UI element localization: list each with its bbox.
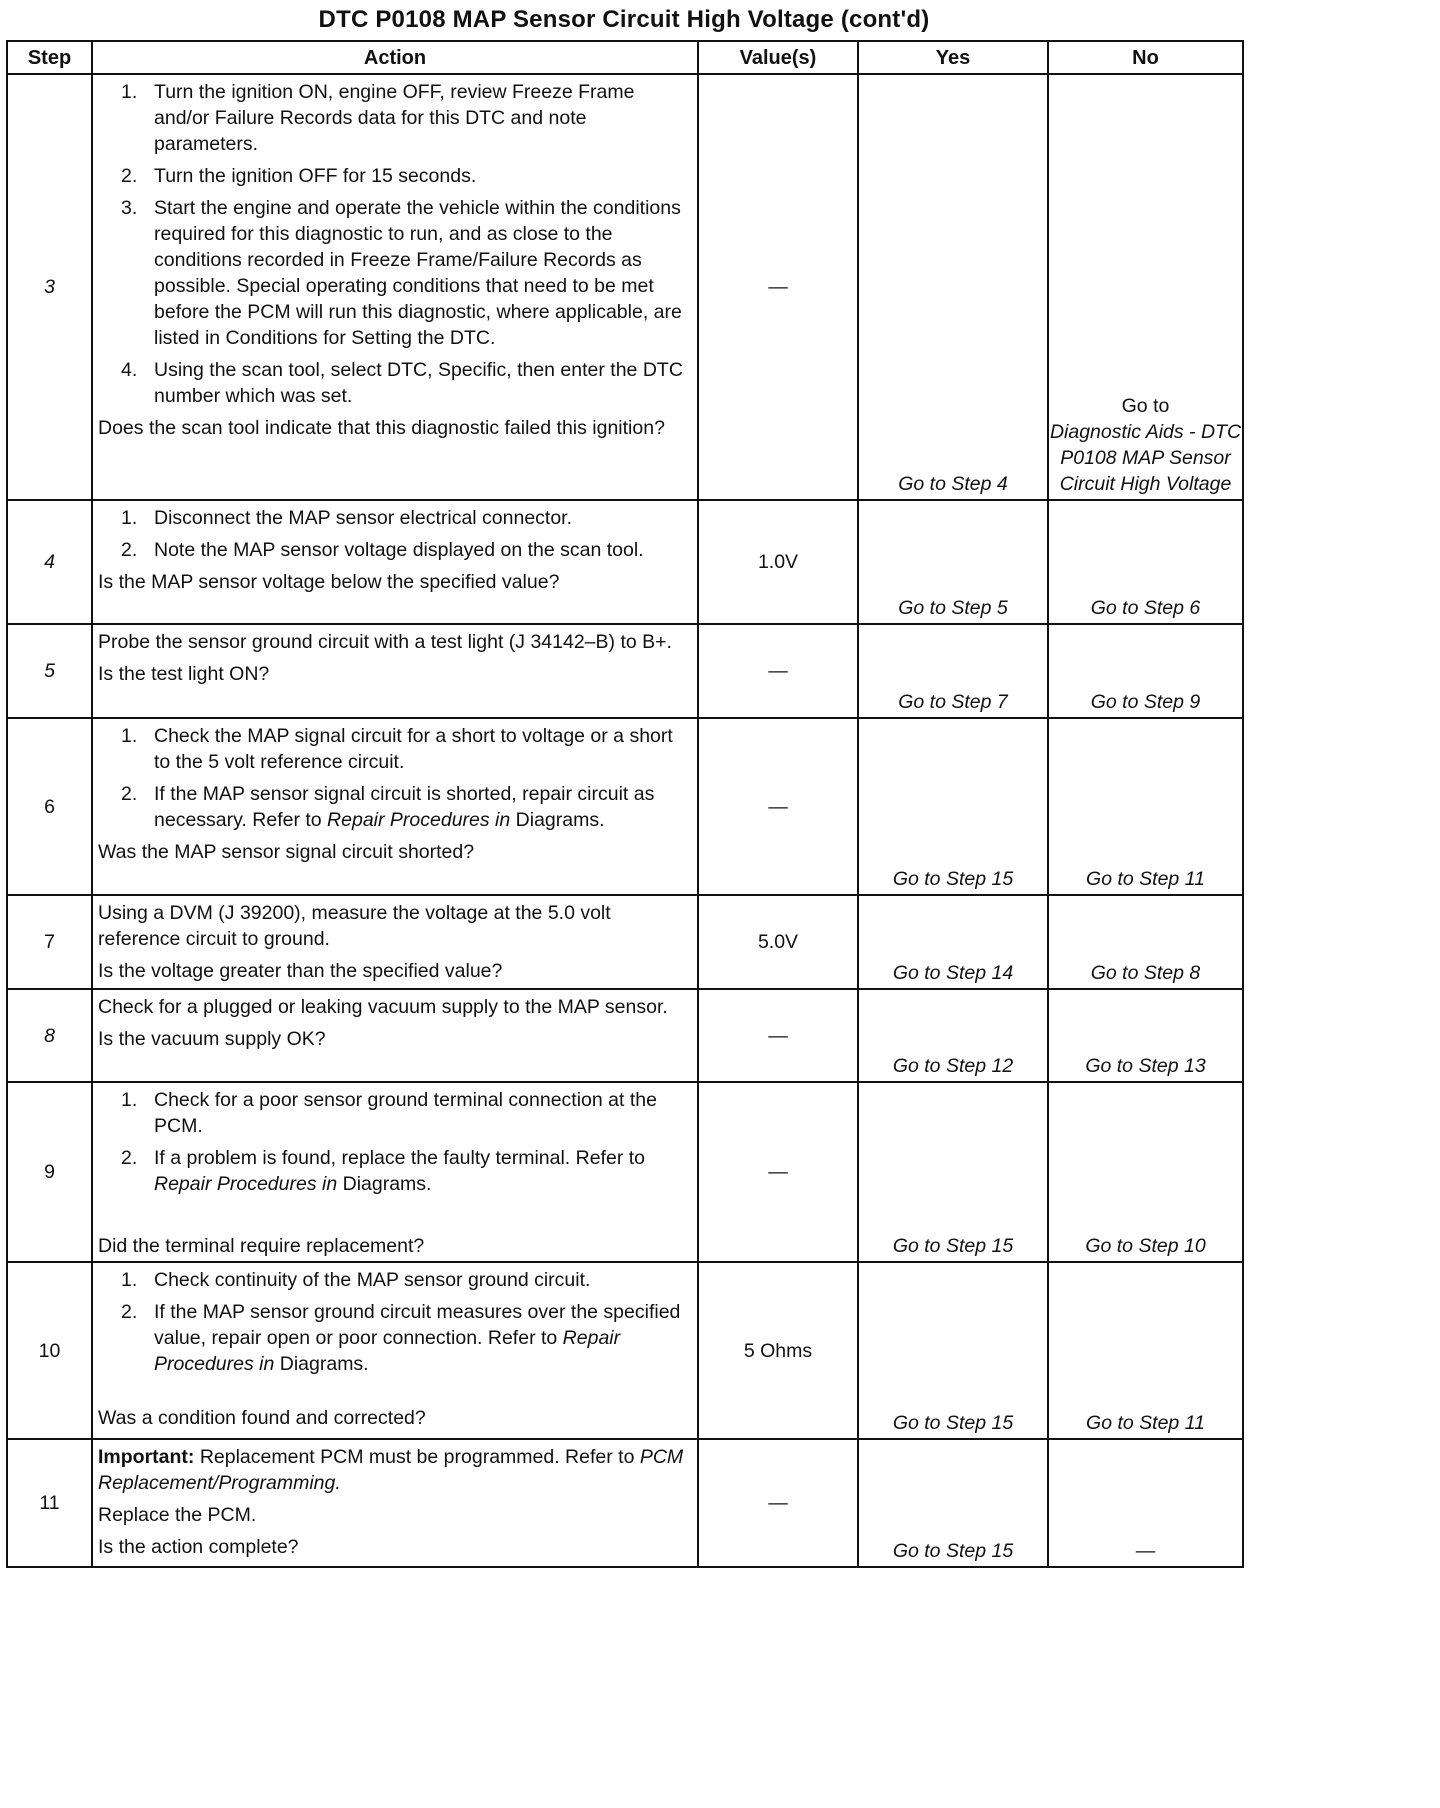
yes-cell: Go to Step 5 (858, 500, 1048, 624)
action-question: Was a condition found and corrected? (98, 1407, 426, 1429)
step-number: 11 (7, 1439, 92, 1567)
value-cell: — (698, 718, 858, 895)
step-number: 4 (7, 500, 92, 624)
step-row-10 (7, 1262, 1243, 1439)
link-pcm-programming: PCM Replacement/Programming. (98, 1446, 684, 1494)
yes-cell: Go to Step 7 (858, 624, 1048, 718)
step-row-5 (7, 624, 1243, 718)
action-cell (92, 1082, 698, 1262)
yes-cell: Go to Step 14 (858, 895, 1048, 989)
link-repair-procedures: Repair Procedures in (327, 809, 511, 831)
action-item: 2. Turn the ignition OFF for 15 seconds. (121, 165, 477, 187)
page-title: DTC P0108 MAP Sensor Circuit High Voltage (cont'd) (318, 6, 930, 33)
action-text: Using a DVM (J 39200), measure the voltage at the 5.0 volt reference circuit to ground. (98, 902, 611, 950)
no-cell: Go to Step 10 (1048, 1082, 1243, 1262)
action-cell (92, 718, 698, 895)
value-cell: — (698, 1439, 858, 1567)
action-cell (92, 500, 698, 624)
action-cell (92, 74, 698, 500)
no-cell (1048, 74, 1243, 500)
yes-cell: Go to Step 15 (858, 1082, 1048, 1262)
action-item: 1. Turn the ignition ON, engine OFF, review Freeze Frame and/or Failure Records data for this DTC and note parameters. (121, 81, 635, 155)
diagnostic-table (6, 40, 1244, 1568)
no-cell: — (1048, 1439, 1243, 1567)
header-values: Value(s) (698, 41, 858, 74)
value-cell: 5 Ohms (698, 1262, 858, 1439)
link-repair-procedures: Repair Procedures in (154, 1173, 338, 1195)
important-note: Important: Replacement PCM must be programmed. Refer to PCM Replacement/Programming. (98, 1446, 684, 1494)
step-number: 5 (7, 624, 92, 718)
action-cell (92, 989, 698, 1082)
value-cell: — (698, 624, 858, 718)
no-cell: Go to Step 9 (1048, 624, 1243, 718)
no-link: Diagnostic Aids - DTC P0108 MAP Sensor Circuit High Voltage (1049, 421, 1242, 495)
step-row-4 (7, 500, 1243, 624)
step-row-9 (7, 1082, 1243, 1262)
step-row-7 (7, 895, 1243, 989)
action-question: Was the MAP sensor signal circuit shorted? (98, 841, 475, 863)
action-question: Did the terminal require replacement? (98, 1235, 425, 1257)
action-cell (92, 1262, 698, 1439)
action-item: 2. If the MAP sensor ground circuit measures over the specified value, repair open or poor connection. Refer to Repair Procedures in Diagrams. (121, 1301, 681, 1375)
action-item: 3. Start the engine and operate the vehicle within the conditions required for this diagnostic to run, and as close to the conditions recorded in Freeze Frame/Failure Records as possible. Special operating conditions that need to be met before the PCM will run this diagnostic, where applicable, are listed in Conditions for Setting the DTC. (121, 197, 682, 349)
action-cell (92, 624, 698, 718)
action-steps (98, 1087, 691, 1233)
value-cell: 1.0V (698, 500, 858, 624)
action-question: Is the action complete? (98, 1536, 299, 1558)
action-item: 2. Note the MAP sensor voltage displayed on the scan tool. (121, 539, 644, 561)
step-number: 7 (7, 895, 92, 989)
action-steps (98, 1267, 691, 1405)
step-row-11 (7, 1439, 1243, 1567)
yes-cell: Go to Step 15 (858, 1262, 1048, 1439)
action-item: 4. Using the scan tool, select DTC, Specific, then enter the DTC number which was set. (121, 359, 683, 407)
action-text: Probe the sensor ground circuit with a test light (J 34142–B) to B+. (98, 631, 672, 653)
no-cell: Go to Step 13 (1048, 989, 1243, 1082)
action-item: 2. If the MAP sensor signal circuit is shorted, repair circuit as necessary. Refer to Repair Procedures in Diagrams. (121, 783, 655, 831)
action-steps (98, 505, 691, 563)
header-step: Step (7, 41, 92, 74)
step-row-3 (7, 74, 1243, 500)
action-question: Is the voltage greater than the specified value? (98, 960, 503, 982)
action-item: 2. If a problem is found, replace the faulty terminal. Refer to Repair Procedures in Diagrams. (121, 1147, 645, 1195)
action-item: 1. Check for a poor sensor ground terminal connection at the PCM. (121, 1089, 657, 1137)
link-repair-procedures: Repair Procedures in (154, 1327, 621, 1375)
yes-cell: Go to Step 15 (858, 1439, 1048, 1567)
yes-cell: Go to Step 15 (858, 718, 1048, 895)
important-label: Important: (98, 1446, 195, 1468)
no-lead: Go to (1121, 395, 1170, 417)
step-row-8 (7, 989, 1243, 1082)
header-no: No (1048, 41, 1243, 74)
header-action: Action (92, 41, 698, 74)
action-cell (92, 895, 698, 989)
action-steps (98, 79, 691, 409)
no-cell: Go to Step 8 (1048, 895, 1243, 989)
step-row-6 (7, 718, 1243, 895)
action-cell (92, 1439, 698, 1567)
no-cell: Go to Step 6 (1048, 500, 1243, 624)
action-question: Is the test light ON? (98, 663, 270, 685)
step-number: 9 (7, 1082, 92, 1262)
header-yes: Yes (858, 41, 1048, 74)
action-question: Does the scan tool indicate that this diagnostic failed this ignition? (98, 417, 665, 439)
action-item: 1. Check continuity of the MAP sensor ground circuit. (121, 1269, 591, 1291)
action-steps (98, 723, 691, 833)
value-cell: 5.0V (698, 895, 858, 989)
yes-cell: Go to Step 4 (858, 74, 1048, 500)
action-text: Replace the PCM. (98, 1504, 257, 1526)
step-number: 10 (7, 1262, 92, 1439)
value-cell: — (698, 989, 858, 1082)
action-item: 1. Disconnect the MAP sensor electrical connector. (121, 507, 573, 529)
action-question: Is the vacuum supply OK? (98, 1028, 326, 1050)
no-cell: Go to Step 11 (1048, 1262, 1243, 1439)
yes-cell: Go to Step 12 (858, 989, 1048, 1082)
step-number: 3 (7, 74, 92, 500)
action-question: Is the MAP sensor voltage below the specified value? (98, 571, 560, 593)
header-row (7, 41, 1243, 74)
action-text: Check for a plugged or leaking vacuum supply to the MAP sensor. (98, 996, 668, 1018)
action-item: 1. Check the MAP signal circuit for a short to voltage or a short to the 5 volt reference circuit. (121, 725, 673, 773)
value-cell: — (698, 1082, 858, 1262)
value-cell: — (698, 74, 858, 500)
step-number: 6 (7, 718, 92, 895)
no-cell: Go to Step 11 (1048, 718, 1243, 895)
step-number: 8 (7, 989, 92, 1082)
